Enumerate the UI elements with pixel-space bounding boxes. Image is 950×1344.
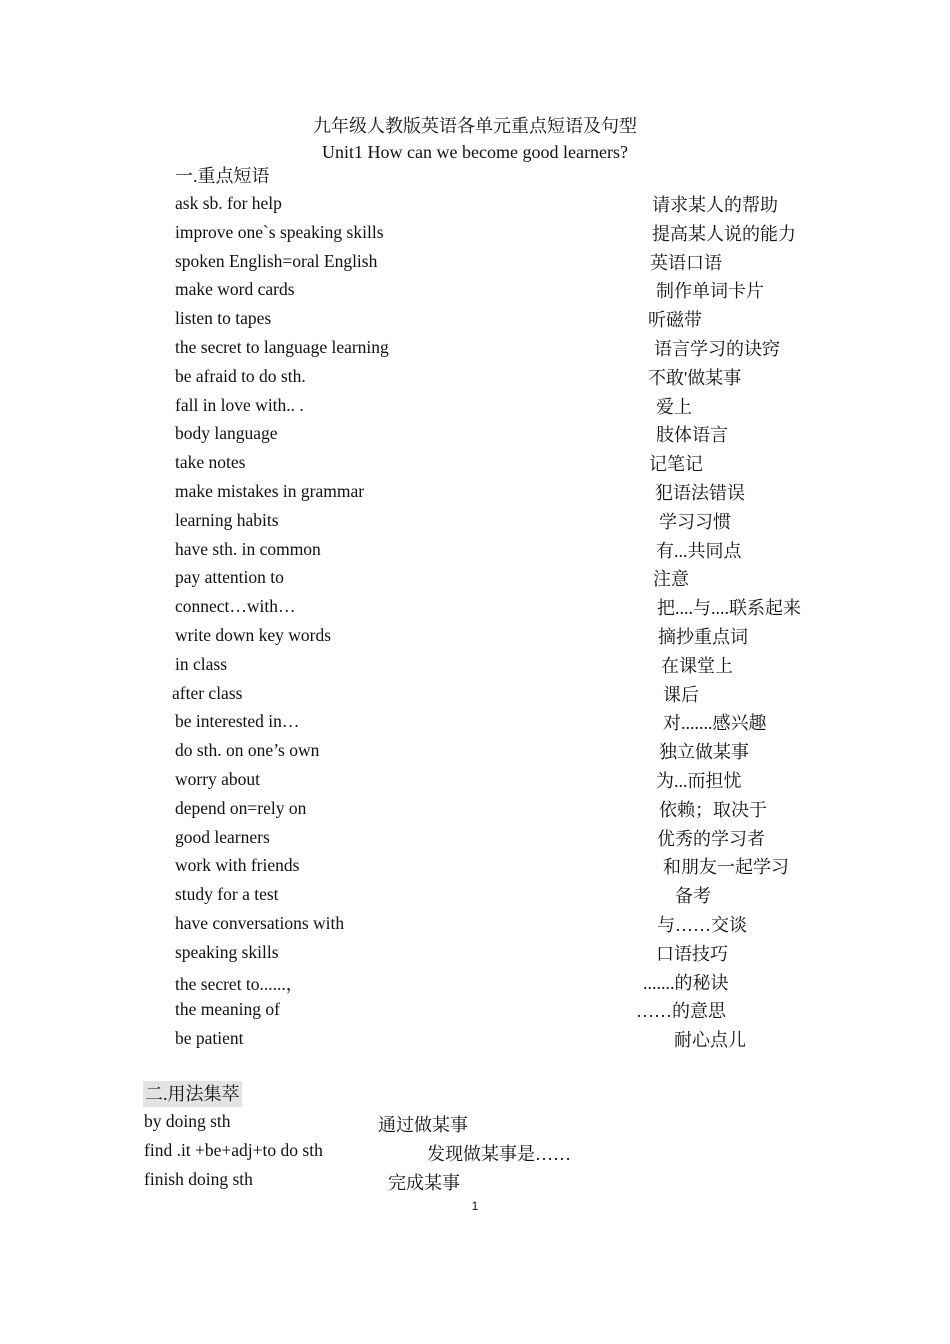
phrase-chinese: 请求某人的帮助 — [652, 195, 778, 215]
phrase-english: make mistakes in grammar — [175, 480, 365, 501]
phrase-row — [0, 683, 950, 712]
phrase-chinese: 犯语法错误 — [655, 482, 745, 503]
phrase-chinese: 与……交谈 — [657, 914, 747, 935]
phrase-english: improve one`s speaking skills — [175, 221, 384, 242]
phrase-chinese: 把....与....联系起来 — [657, 598, 801, 619]
phrase-chinese: 提高某人说的能力 — [652, 223, 796, 244]
phrase-row — [0, 193, 950, 222]
phrase-chinese: 爱上 — [656, 396, 692, 417]
phrase-row — [0, 337, 950, 366]
phrase-row — [0, 481, 950, 510]
phrase-row — [0, 452, 950, 481]
usage-english: by doing sth — [144, 1111, 231, 1131]
phrase-chinese: .......的秘诀 — [643, 972, 729, 993]
phrase-row — [0, 279, 950, 308]
usage-chinese: 通过做某事 — [378, 1115, 468, 1135]
phrase-english: in class — [175, 653, 228, 674]
phrase-row — [0, 740, 950, 769]
phrase-chinese: 学习习惯 — [659, 511, 731, 532]
phrase-row — [0, 308, 950, 337]
phrase-chinese: 记笔记 — [649, 454, 703, 475]
phrase-english: spoken English=oral English — [175, 250, 378, 271]
phrase-english: the secret to language learning — [175, 336, 389, 357]
phrase-row — [0, 827, 950, 856]
phrase-english: study for a test — [175, 884, 279, 905]
phrase-english: be interested in… — [175, 711, 300, 732]
unit-title: Unit1 How can we become good learners? — [322, 142, 628, 162]
section-heading-phrases: 一.重点短语 — [175, 166, 270, 186]
phrase-english: pay attention to — [175, 567, 284, 588]
phrase-chinese: 有...共同点 — [656, 540, 742, 561]
phrase-chinese: 口语技巧 — [656, 943, 728, 964]
phrase-english: ask sb. for help — [175, 193, 282, 213]
section-heading-usage: 二.用法集萃 — [143, 1081, 242, 1107]
usage-chinese: 完成某事 — [388, 1173, 460, 1193]
phrase-english: be afraid to do sth. — [175, 365, 306, 386]
phrase-row — [0, 913, 950, 942]
phrase-row — [0, 711, 950, 740]
phrase-chinese: ……的意思 — [636, 1001, 726, 1022]
usage-row — [0, 1169, 950, 1198]
phrase-chinese: 为...而担忧 — [656, 770, 742, 791]
phrase-row — [0, 999, 950, 1028]
phrase-english: have conversations with — [175, 912, 345, 933]
phrase-row — [0, 251, 950, 280]
phrase-row — [0, 654, 950, 683]
document-title: 九年级人教版英语各单元重点短语及句型 — [313, 116, 637, 136]
phrase-english: learning habits — [175, 509, 279, 530]
phrase-english: depend on=rely on — [175, 797, 307, 818]
phrase-chinese: 依赖；取决于 — [659, 799, 767, 820]
phrase-row — [0, 798, 950, 827]
phrase-english: connect…with… — [175, 596, 296, 617]
usage-chinese: 发现做某事是…… — [427, 1144, 571, 1164]
phrase-english: after class — [172, 682, 243, 703]
phrase-chinese: 优秀的学习者 — [657, 828, 765, 849]
phrase-english: body language — [175, 423, 278, 444]
phrase-row — [0, 539, 950, 568]
phrase-chinese: 对.......感兴趣 — [663, 713, 767, 734]
phrase-chinese: 制作单词卡片 — [656, 281, 764, 302]
phrase-chinese: 语言学习的诀窍 — [654, 338, 780, 359]
phrase-english: good learners — [175, 826, 270, 847]
phrase-chinese: 摘抄重点词 — [658, 626, 748, 647]
phrase-row — [0, 510, 950, 539]
phrase-chinese: 在课堂上 — [661, 655, 733, 676]
phrase-english: write down key words — [175, 624, 332, 645]
phrase-row — [0, 1028, 950, 1057]
phrase-english: the secret to......， — [175, 973, 304, 994]
phrase-row — [0, 884, 950, 913]
phrase-row — [0, 366, 950, 395]
phrase-row — [0, 222, 950, 251]
phrase-chinese: 不敢'做某事 — [648, 367, 742, 388]
phrase-english: have sth. in common — [175, 538, 321, 559]
phrase-row — [0, 395, 950, 424]
phrase-chinese: 英语口语 — [650, 252, 722, 273]
usage-list — [0, 1111, 950, 1198]
phrase-english: worry about — [175, 768, 261, 789]
page-number: 1 — [471, 1199, 479, 1213]
phrase-chinese: 耐心点儿 — [674, 1030, 746, 1051]
usage-english: finish doing sth — [144, 1169, 253, 1189]
phrase-english: speaking skills — [175, 941, 279, 962]
phrase-english: listen to tapes — [175, 308, 272, 329]
phrase-chinese: 课后 — [663, 684, 699, 705]
phrase-row — [0, 971, 950, 1000]
phrase-english: fall in love with.. . — [175, 394, 304, 415]
phrase-row — [0, 942, 950, 971]
phrase-chinese: 听磁带 — [648, 310, 702, 331]
phrase-english: do sth. on one’s own — [175, 740, 320, 761]
phrase-row — [0, 769, 950, 798]
phrase-row — [0, 596, 950, 625]
phrase-list — [0, 193, 950, 1057]
phrase-english: make word cards — [175, 279, 295, 300]
phrase-english: work with friends — [175, 855, 300, 876]
phrase-english: be patient — [175, 1028, 244, 1049]
phrase-row — [0, 423, 950, 452]
usage-row — [0, 1111, 950, 1140]
phrase-chinese: 备考 — [675, 886, 711, 907]
usage-row — [0, 1140, 950, 1169]
phrase-row — [0, 625, 950, 654]
phrase-chinese: 和朋友一起学习 — [663, 857, 789, 878]
usage-english: find .it +be+adj+to do sth — [144, 1140, 323, 1160]
phrase-row — [0, 855, 950, 884]
phrase-chinese: 肢体语言 — [656, 425, 728, 446]
phrase-row — [0, 567, 950, 596]
phrase-chinese: 注意 — [653, 569, 689, 590]
phrase-english: take notes — [175, 452, 246, 473]
phrase-english: the meaning of — [175, 999, 280, 1020]
phrase-chinese: 独立做某事 — [659, 742, 749, 763]
